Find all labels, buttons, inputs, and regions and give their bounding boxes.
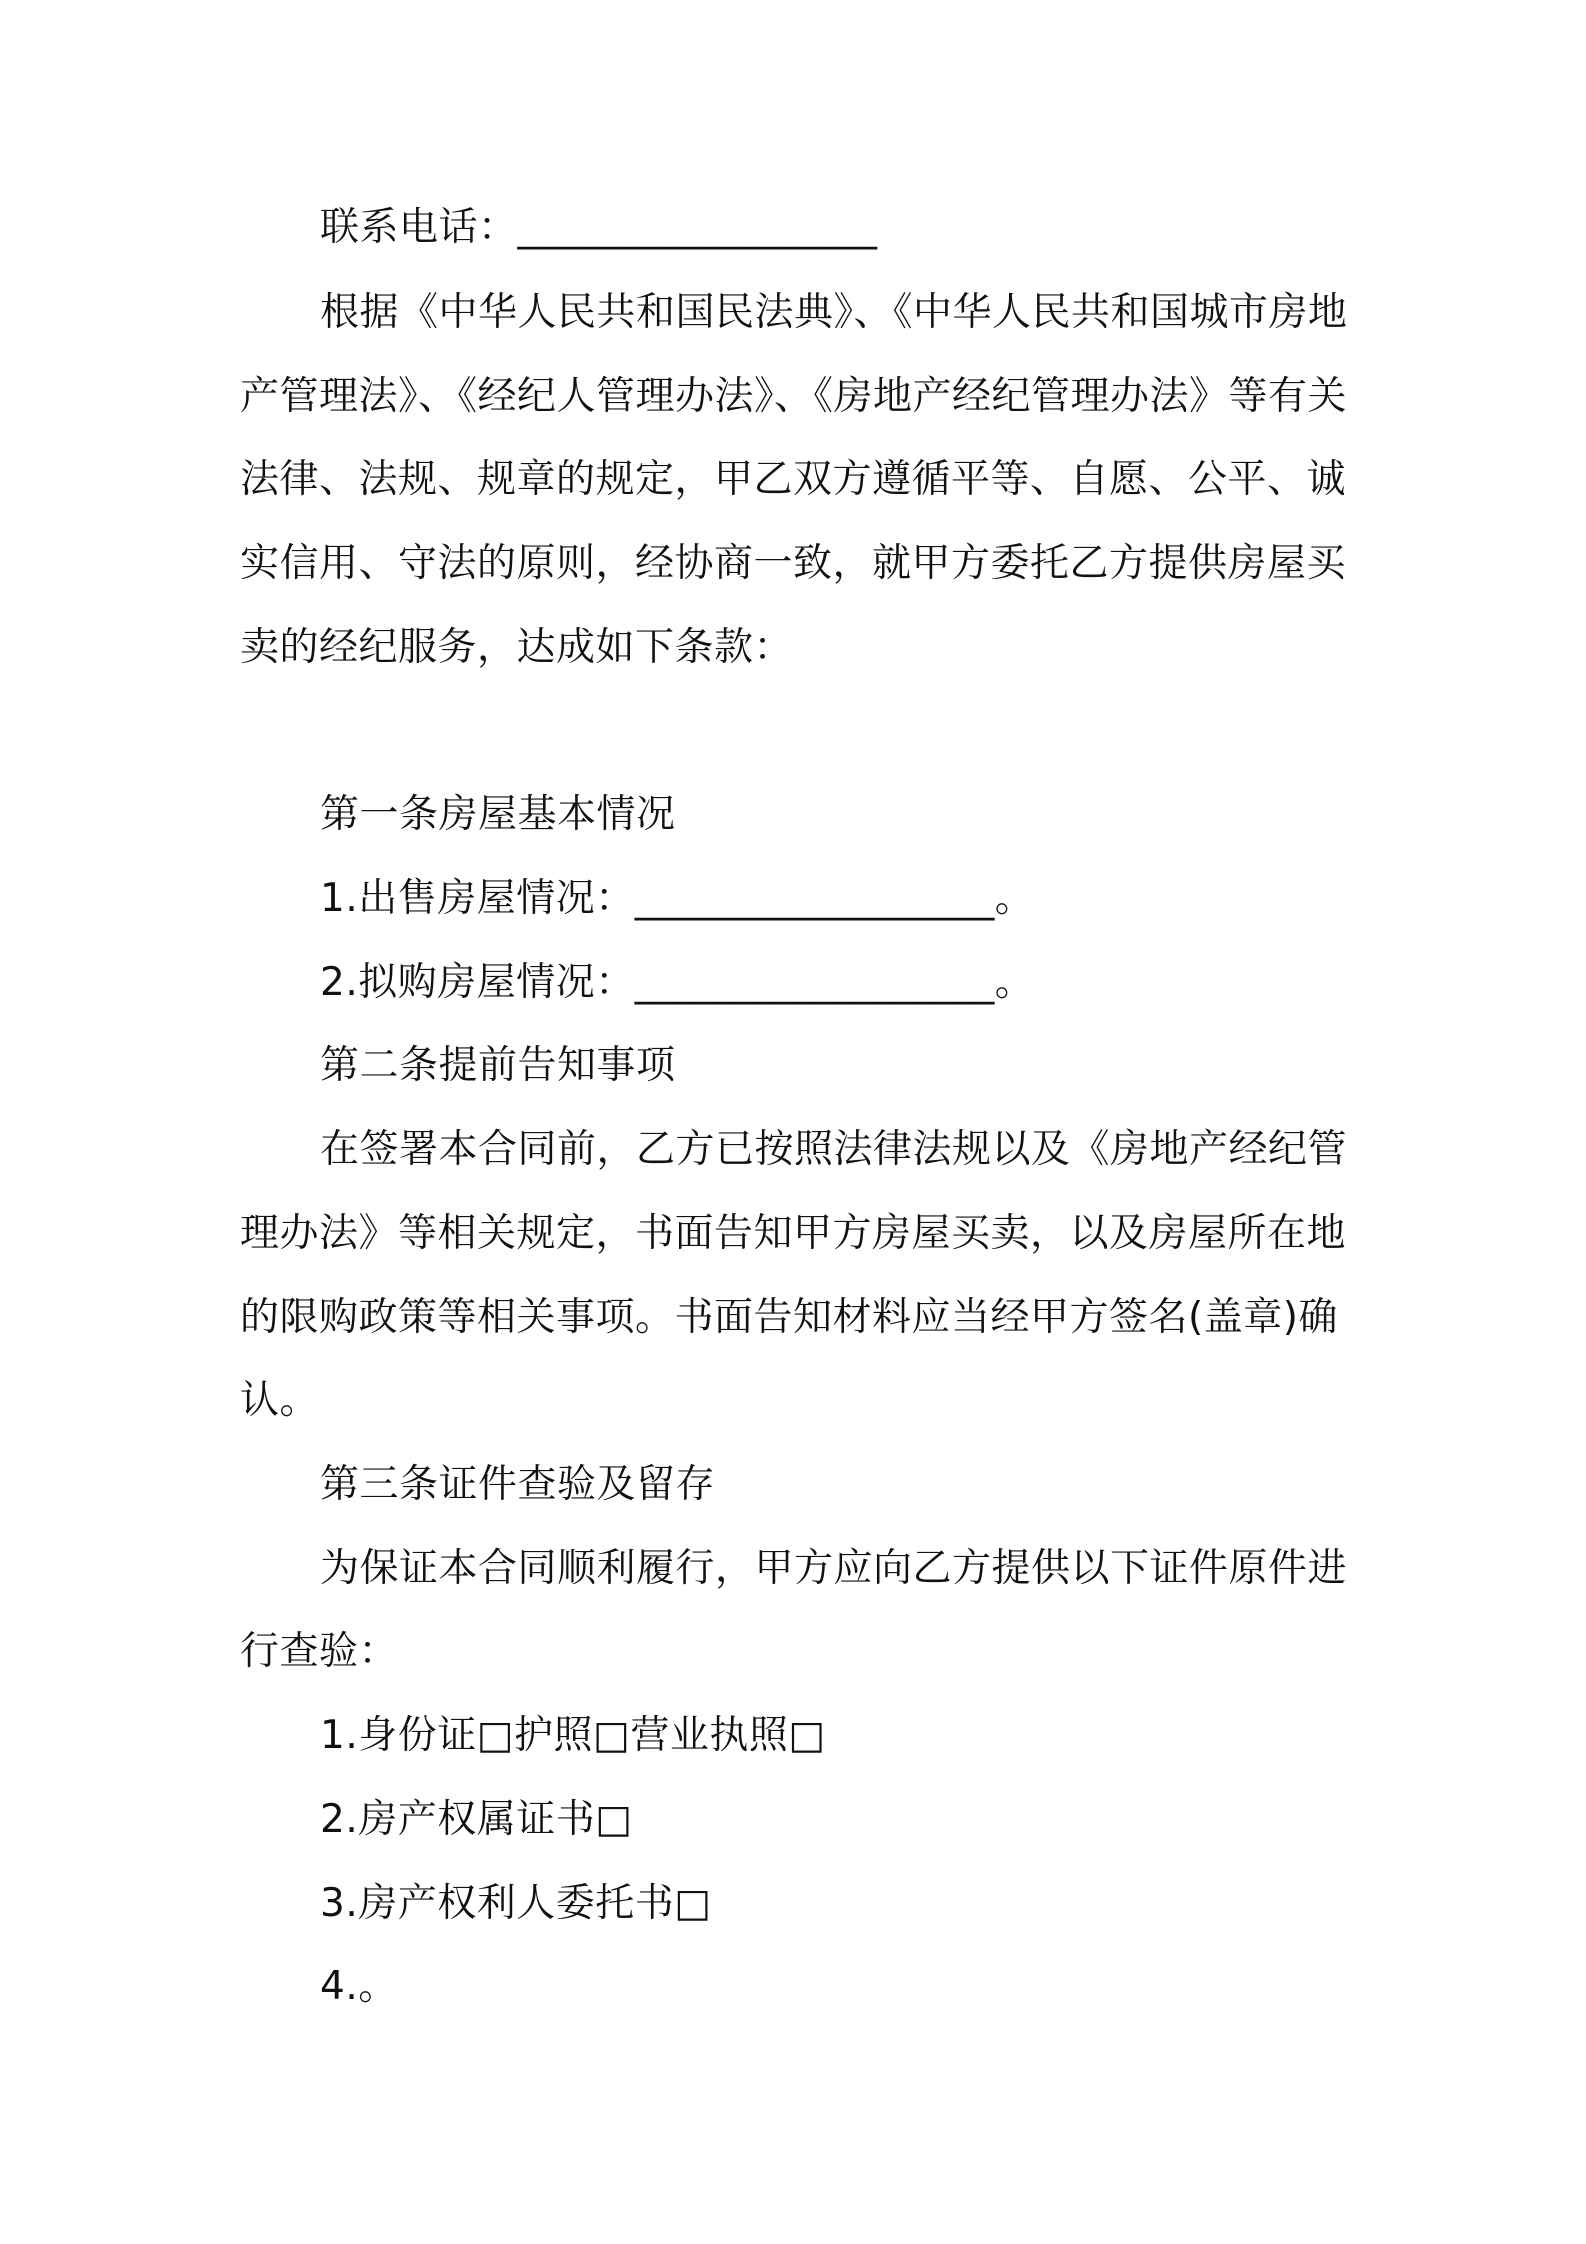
preamble-line-5: 卖的经纪服务，达成如下条款： (240, 625, 794, 670)
article-3-item-2: 2.房产权属证书□ (320, 1797, 633, 1842)
preamble-line-3: 法律、法规、规章的规定，甲乙双方遵循平等、自愿、公平、诚 (240, 457, 1347, 502)
article-1-heading: 第一条房屋基本情况 (320, 792, 676, 837)
article-2-para-line-2: 理办法》等相关规定，书面告知甲方房屋买卖，以及房屋所在地 (240, 1211, 1347, 1256)
article-2-para-line-1: 在签署本合同前，乙方已按照法律法规以及《房地产经纪管 (320, 1127, 1348, 1172)
preamble-line-1: 根据《中华人民共和国民法典》、《中华人民共和国城市房地 (320, 290, 1348, 335)
article-3-item-1: 1.身份证□护照□营业执照□ (320, 1713, 826, 1758)
preamble-line-4: 实信用、守法的原则，经协商一致，就甲方委托乙方提供房屋买 (240, 541, 1347, 586)
article-2-para-line-4: 认。 (240, 1378, 320, 1423)
article-3-para-line-1: 为保证本合同顺利履行，甲方应向乙方提供以下证件原件进 (320, 1546, 1348, 1591)
contact-phone-line: 联系电话：__________________ (320, 205, 878, 250)
article-3-para-line-2: 行查验： (240, 1629, 399, 1674)
preamble-line-2: 产管理法》、《经纪人管理办法》、《房地产经纪管理办法》等有关 (240, 374, 1348, 419)
article-3-item-3: 3.房产权利人委托书□ (320, 1881, 712, 1926)
article-3-heading: 第三条证件查验及留存 (320, 1462, 716, 1507)
article-2-para-line-3: 的限购政策等相关事项。书面告知材料应当经甲方签名(盖章)确 (240, 1295, 1338, 1340)
article-1-item-1: 1.出售房屋情况：__________________。 (320, 876, 1035, 921)
article-1-item-2: 2.拟购房屋情况：__________________。 (320, 960, 1035, 1005)
article-3-item-4: 4.。 (320, 1964, 398, 2009)
article-2-heading: 第二条提前告知事项 (320, 1043, 676, 1088)
